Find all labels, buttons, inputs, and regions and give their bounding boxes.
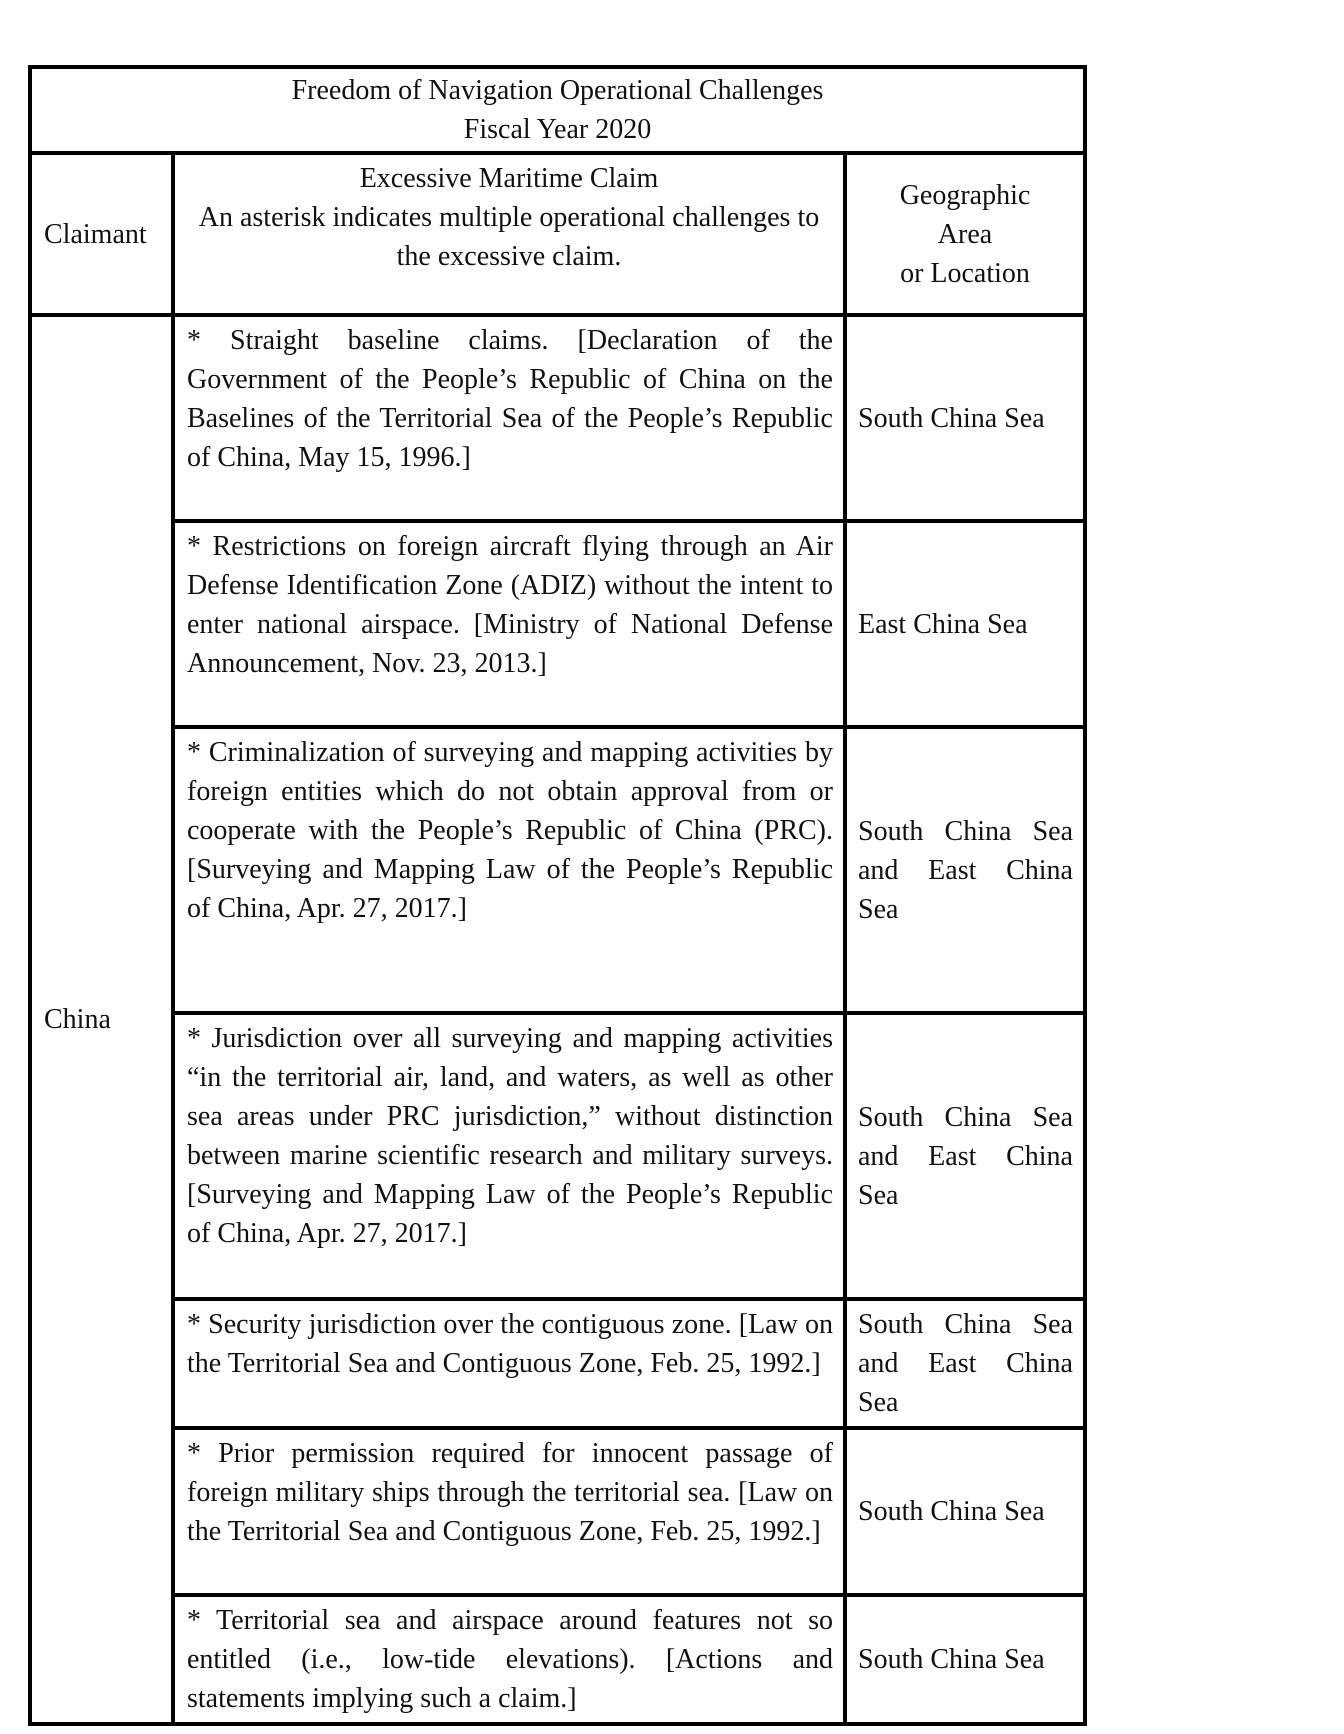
claim-cell: * Jurisdiction over all surveying and mapping activities “in the territorial air, land, and waters, as well as other sea areas under PRC jurisdiction,” without distinction between marine scientific research and military surveys. [Surveying and Mapping Law of the People’s Republic of China, Apr. 27, 2017.]	[173, 1013, 845, 1299]
location-cell: East China Sea	[845, 521, 1085, 727]
location-cell: South China Sea	[845, 1428, 1085, 1595]
claim-cell: * Criminalization of surveying and mapping activities by foreign entities which do not obtain approval from or cooperate with the People’s Republic of China (PRC). [Surveying and Mapping Law of the People’s Republic of China, Apr. 27, 2017.]	[173, 727, 845, 1013]
table-row	[30, 521, 1085, 727]
claimant-cell: China	[30, 315, 173, 1724]
table-row	[30, 1299, 1085, 1428]
claim-cell: * Security jurisdiction over the contiguous zone. [Law on the Territorial Sea and Contiguous Zone, Feb. 25, 1992.]	[173, 1299, 845, 1428]
header-geo-line-2: Area	[937, 218, 993, 250]
header-geo-line-1: Geographic	[899, 179, 1031, 211]
location-cell: South China Sea and East China Sea	[845, 1299, 1085, 1428]
table-row	[30, 1595, 1085, 1724]
location-cell: South China Sea and East China Sea	[845, 1013, 1085, 1299]
location-cell: South China Sea	[845, 1595, 1085, 1724]
table-row	[30, 1428, 1085, 1595]
table-row	[30, 1013, 1085, 1299]
header-claimant: Claimant	[30, 153, 173, 315]
table-title-row	[30, 67, 1085, 153]
header-geo-line-3: or Location	[900, 257, 1030, 289]
table-title	[30, 67, 1085, 153]
fon-challenges-table	[28, 65, 1087, 1726]
location-cell: South China Sea	[845, 315, 1085, 521]
table-row	[30, 727, 1085, 1013]
header-claim-note: An asterisk indicates multiple operational challenges to the excessive claim.	[198, 202, 820, 272]
table-header-row	[30, 153, 1085, 315]
header-claim-title: Excessive Maritime Claim	[359, 163, 659, 194]
location-cell: South China Sea and East China Sea	[845, 727, 1085, 1013]
claim-cell: * Restrictions on foreign aircraft flying through an Air Defense Identification Zone (ADIZ) without the intent to enter national airspace. [Ministry of National Defense Announcement, Nov. 23, 2013.]	[173, 521, 845, 727]
header-geographic-area	[845, 153, 1085, 315]
table-title-line-1: Freedom of Navigation Operational Challenges	[291, 75, 824, 106]
header-excessive-maritime-claim	[173, 153, 845, 315]
table-title-line-2: Fiscal Year 2020	[463, 114, 652, 145]
claim-cell: * Prior permission required for innocent passage of foreign military ships through the territorial sea. [Law on the Territorial Sea and Contiguous Zone, Feb. 25, 1992.]	[173, 1428, 845, 1595]
table-row	[30, 315, 1085, 521]
claim-cell: * Territorial sea and airspace around features not so entitled (i.e., low-tide elevations). [Actions and statements implying such a claim.]	[173, 1595, 845, 1724]
claim-cell: * Straight baseline claims. [Declaration of the Government of the People’s Republic of China on the Baselines of the Territorial Sea of the People’s Republic of China, May 15, 1996.]	[173, 315, 845, 521]
